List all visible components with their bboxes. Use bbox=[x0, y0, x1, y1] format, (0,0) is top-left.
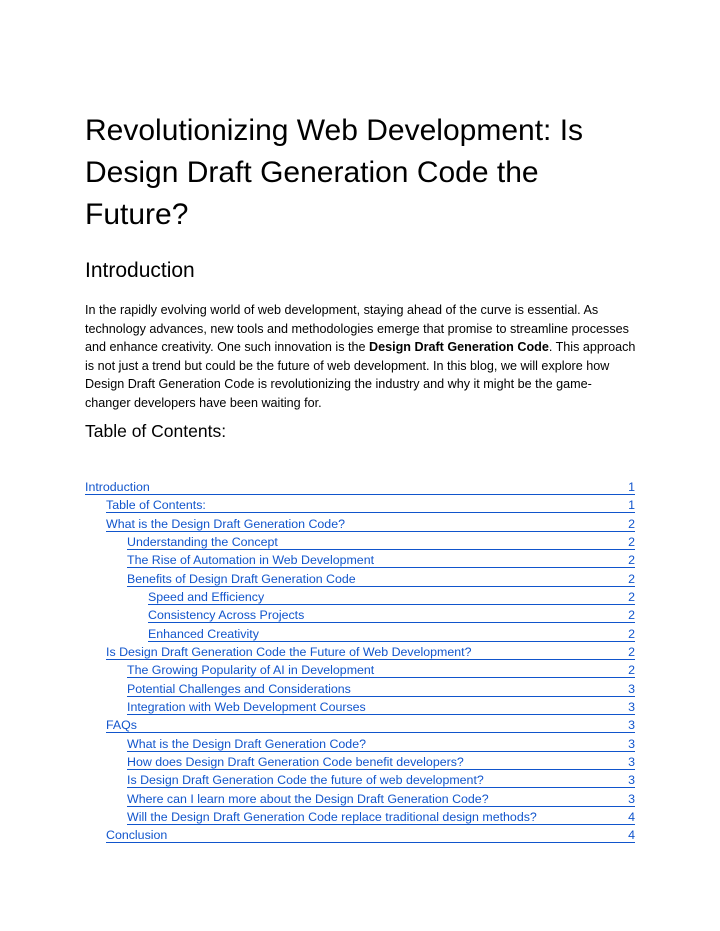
toc-entry-label[interactable]: What is the Design Draft Generation Code? bbox=[106, 516, 345, 531]
toc-entry-label[interactable]: What is the Design Draft Generation Code? bbox=[127, 736, 366, 751]
toc-entry[interactable] bbox=[85, 772, 635, 790]
toc-entry-page-number[interactable]: 4 bbox=[628, 809, 635, 824]
toc-entry-page-number[interactable]: 2 bbox=[628, 663, 635, 678]
document-title: Revolutionizing Web Development: Is Design Draft Generation Code the Future? bbox=[85, 114, 584, 231]
toc-entry-page-number[interactable]: 2 bbox=[628, 553, 635, 568]
intro-text-after: . This approach is not just a trend but could be the future of web development. In this blog, we will explore how Design Draft Generation Code is revolutionizing the industry and why it might be the game-changer developers have been waiting for. bbox=[85, 340, 636, 410]
toc-entry[interactable] bbox=[85, 479, 635, 497]
intro-paragraph bbox=[85, 301, 637, 412]
toc-entry[interactable] bbox=[85, 589, 635, 607]
toc-entry-page-number[interactable]: 2 bbox=[628, 589, 635, 604]
section-heading-introduction: Introduction bbox=[85, 259, 195, 282]
toc-entry-label[interactable]: Integration with Web Development Courses bbox=[127, 699, 366, 714]
toc-entry[interactable] bbox=[85, 827, 635, 845]
toc-entry-label[interactable]: The Growing Popularity of AI in Development bbox=[127, 663, 375, 678]
toc-entry-page-number[interactable]: 1 bbox=[628, 480, 635, 494]
toc-entry-label[interactable]: Conclusion bbox=[106, 828, 168, 843]
toc-entry-label[interactable]: The Rise of Automation in Web Development bbox=[127, 553, 375, 568]
toc-entry-label[interactable]: Is Design Draft Generation Code the future of web development? bbox=[127, 773, 484, 788]
toc-entry[interactable] bbox=[85, 552, 635, 570]
toc-entry[interactable] bbox=[85, 497, 635, 515]
toc-entry[interactable] bbox=[85, 736, 635, 754]
toc-entry-label[interactable]: Speed and Efficiency bbox=[148, 589, 265, 604]
section-heading-toc: Table of Contents: bbox=[85, 421, 227, 441]
toc-entry[interactable] bbox=[85, 534, 635, 552]
toc-entry-underline bbox=[106, 717, 635, 733]
toc-entry[interactable] bbox=[85, 644, 635, 662]
toc-entry-label[interactable]: Understanding the Concept bbox=[127, 534, 278, 549]
toc-entry-page-number[interactable]: 3 bbox=[628, 773, 635, 788]
toc-entry-label[interactable]: Benefits of Design Draft Generation Code bbox=[127, 571, 356, 586]
toc-entry[interactable] bbox=[85, 699, 635, 717]
toc-entry-label[interactable]: How does Design Draft Generation Code benefit developers? bbox=[127, 754, 464, 769]
toc-entry-label[interactable]: Potential Challenges and Considerations bbox=[127, 681, 351, 696]
toc-entry-underline bbox=[106, 827, 635, 843]
toc-entry-page-number[interactable]: 2 bbox=[628, 534, 635, 549]
toc-entry-page-number[interactable]: 3 bbox=[628, 736, 635, 751]
toc-entry-page-number[interactable]: 4 bbox=[628, 828, 635, 843]
toc-entry-page-number[interactable]: 1 bbox=[628, 498, 635, 513]
toc-entry-label[interactable]: Table of Contents: bbox=[106, 498, 206, 513]
toc-entry-label[interactable]: FAQs bbox=[106, 718, 137, 733]
toc-entry-label[interactable]: Where can I learn more about the Design Draft Generation Code? bbox=[127, 791, 489, 806]
toc-entry-page-number[interactable]: 2 bbox=[628, 626, 635, 641]
toc-entry-label[interactable]: Introduction bbox=[85, 480, 150, 494]
toc-entry[interactable] bbox=[85, 571, 635, 589]
toc-entry-page-number[interactable]: 2 bbox=[628, 516, 635, 531]
toc-entry-label[interactable]: Is Design Draft Generation Code the Future of Web Development? bbox=[106, 644, 472, 659]
toc-entry-page-number[interactable]: 3 bbox=[628, 681, 635, 696]
toc-entry-page-number[interactable]: 2 bbox=[628, 571, 635, 586]
toc-entry-label[interactable]: Enhanced Creativity bbox=[148, 626, 259, 641]
toc-entry[interactable] bbox=[85, 626, 635, 644]
toc-entry-page-number[interactable]: 3 bbox=[628, 791, 635, 806]
intro-text-before: In the rapidly evolving world of web development, staying ahead of the curve is essential. As technology advances, new tools and methodologies emerge that promise to streamline processes and enhance creativity. One such innovation is the bbox=[85, 303, 629, 354]
toc-entry[interactable] bbox=[85, 809, 635, 827]
toc-entry[interactable] bbox=[85, 791, 635, 809]
toc-entry[interactable] bbox=[85, 516, 635, 534]
toc-entry[interactable] bbox=[85, 754, 635, 772]
toc-entry-label[interactable]: Consistency Across Projects bbox=[148, 608, 305, 623]
toc-entry-page-number[interactable]: 3 bbox=[628, 718, 635, 733]
intro-text-bold: Design Draft Generation Code bbox=[369, 340, 549, 354]
toc-entry[interactable] bbox=[85, 717, 635, 735]
table-of-contents bbox=[85, 479, 635, 846]
toc-entry[interactable] bbox=[85, 607, 635, 625]
toc-entry-label[interactable]: Will the Design Draft Generation Code replace traditional design methods? bbox=[127, 809, 537, 824]
toc-entry-page-number[interactable]: 3 bbox=[628, 754, 635, 769]
toc-entry-page-number[interactable]: 3 bbox=[628, 699, 635, 714]
toc-entry-page-number[interactable]: 2 bbox=[628, 608, 635, 623]
toc-entry[interactable] bbox=[85, 662, 635, 680]
toc-entry-page-number[interactable]: 2 bbox=[628, 644, 635, 659]
toc-entry[interactable] bbox=[85, 681, 635, 699]
toc-entry-underline bbox=[85, 479, 635, 495]
